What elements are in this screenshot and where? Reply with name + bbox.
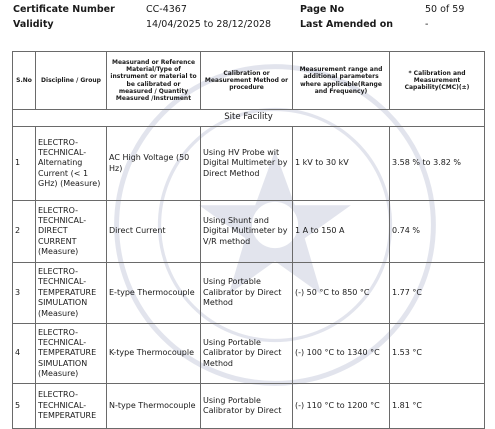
cell-discipline: ELECTRO-TECHNICAL-Alternating Current (< 1 GHz) (Measure) [36,127,107,201]
cell-cmc: 0.74 % [390,201,485,263]
certificate-header [0,0,495,34]
cell-method: Using Portable Calibrator by Direct Method [201,324,293,384]
cell-sno: 5 [13,384,36,429]
cell-cmc: 3.58 % to 3.82 % [390,127,485,201]
cell-method: Using HV Probe wit Digital Multimeter by Direct Method [201,127,293,201]
cell-measurand: N-type Thermocouple [107,384,201,429]
column-header-discipline: Discipline / Group [36,52,107,110]
cell-measurand: E-type Thermocouple [107,263,201,324]
cell-sno: 2 [13,201,36,263]
cell-measurand: AC High Voltage (50 Hz) [107,127,201,201]
table-row [13,384,485,429]
cell-measurand: K-type Thermocouple [107,324,201,384]
cell-method: Using Portable Calibrator by Direct Method [201,263,293,324]
certificate-number-label: Certificate Number [13,4,115,15]
section-row [13,110,485,127]
cell-range: (-) 50 °C to 850 °C [293,263,390,324]
cell-discipline: ELECTRO-TECHNICAL-TEMPERATURE [36,384,107,429]
column-header-method: Calibration or Measurement Method or procedure [201,52,293,110]
table-header-row [13,52,485,110]
section-title: Site Facility [13,110,485,127]
last-amended-value: - [425,19,429,30]
cell-range: 1 A to 150 A [293,201,390,263]
certificate-number-value: CC-4367 [146,4,187,15]
table-row [13,201,485,263]
column-header-measurand: Measurand or Reference Material/Type of instrument or material to be calibrated or measured / Quantity Measured /Instrument [107,52,201,110]
scope-table [12,51,485,429]
cell-range: 1 kV to 30 kV [293,127,390,201]
cell-cmc: 1.81 °C [390,384,485,429]
table-row [13,127,485,201]
page-number-label: Page No [300,4,345,15]
cell-sno: 1 [13,127,36,201]
cell-discipline: ELECTRO-TECHNICAL-TEMPERATURE SIMULATION (Measure) [36,324,107,384]
cell-cmc: 1.77 °C [390,263,485,324]
cell-method: Using Portable Calibrator by Direct [201,384,293,429]
table-row [13,263,485,324]
last-amended-label: Last Amended on [300,19,394,30]
cell-cmc: 1.53 °C [390,324,485,384]
column-header-cmc: * Calibration and Measurement Capability(CMC)(±) [390,52,485,110]
cell-range: (-) 110 °C to 1200 °C [293,384,390,429]
page-number-value: 50 of 59 [425,4,465,15]
column-header-range: Measurement range and additional parameters where applicable(Range and Frequency) [293,52,390,110]
cell-discipline: ELECTRO-TECHNICAL-DIRECT CURRENT (Measure) [36,201,107,263]
column-header-sno: S.No [13,52,36,110]
cell-range: (-) 100 °C to 1340 °C [293,324,390,384]
cell-sno: 3 [13,263,36,324]
cell-measurand: Direct Current [107,201,201,263]
cell-discipline: ELECTRO-TECHNICAL-TEMPERATURE SIMULATION (Measure) [36,263,107,324]
table-row [13,324,485,384]
cell-method: Using Shunt and Digital Multimeter by V/R method [201,201,293,263]
cell-sno: 4 [13,324,36,384]
validity-label: Validity [13,19,54,30]
validity-value: 14/04/2025 to 28/12/2028 [146,19,272,30]
